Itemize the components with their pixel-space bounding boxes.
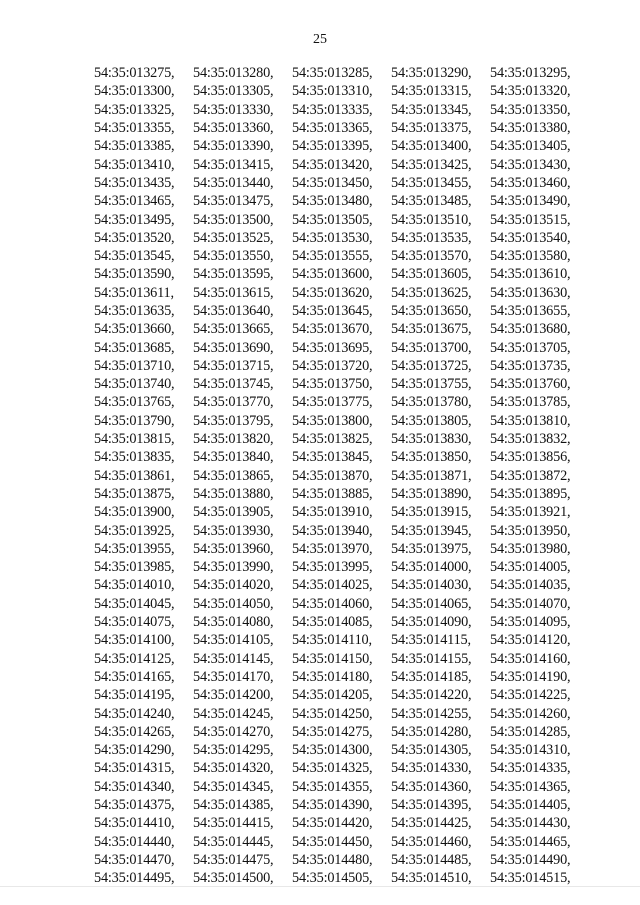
cadastral-number: 54:35:013480, [292, 193, 373, 210]
cadastral-number: 54:35:014440, [94, 833, 175, 850]
cadastral-number: 54:35:013805, [391, 412, 472, 429]
page-bottom-edge [0, 886, 640, 887]
cadastral-number: 54:35:013611, [94, 284, 174, 301]
cadastral-number: 54:35:013280, [193, 65, 274, 82]
cadastral-number: 54:35:013815, [94, 431, 175, 448]
cadastral-number: 54:35:014115, [391, 632, 471, 649]
list-row [94, 814, 594, 832]
list-row [94, 723, 594, 741]
cadastral-number: 54:35:014000, [391, 559, 472, 576]
cadastral-number: 54:35:014315, [94, 760, 175, 777]
cadastral-number: 54:35:014335, [490, 760, 571, 777]
list-row [94, 192, 594, 210]
cadastral-number: 54:35:014180, [292, 668, 373, 685]
list-row [94, 576, 594, 594]
cadastral-number: 54:35:014195, [94, 687, 175, 704]
cadastral-number: 54:35:014305, [391, 742, 472, 759]
cadastral-number: 54:35:013775, [292, 394, 373, 411]
cadastral-number: 54:35:013450, [292, 174, 373, 191]
list-row [94, 448, 594, 466]
cadastral-number: 54:35:014035, [490, 577, 571, 594]
cadastral-number: 54:35:013390, [193, 138, 274, 155]
cadastral-number: 54:35:013650, [391, 303, 472, 319]
cadastral-number: 54:35:013545, [94, 248, 175, 265]
list-row [94, 613, 594, 631]
cadastral-number: 54:35:013680, [490, 321, 571, 338]
cadastral-number: 54:35:013305, [193, 83, 274, 100]
list-row [94, 521, 594, 539]
cadastral-number: 54:35:013620, [292, 284, 373, 301]
cadastral-number: 54:35:014340, [94, 778, 175, 795]
cadastral-number: 54:35:014065, [391, 595, 472, 612]
cadastral-number: 54:35:014275, [292, 723, 373, 740]
cadastral-number: 54:35:014090, [391, 614, 472, 631]
list-row [94, 393, 594, 411]
cadastral-number: 54:35:013955, [94, 540, 175, 557]
cadastral-number: 54:35:013460, [490, 174, 571, 191]
cadastral-number: 54:35:014085, [292, 614, 373, 631]
cadastral-number: 54:35:013285, [292, 65, 373, 82]
cadastral-number: 54:35:014160, [490, 650, 571, 667]
cadastral-number: 54:35:013890, [391, 485, 472, 502]
cadastral-number: 54:35:013960, [193, 540, 274, 557]
cadastral-number: 54:35:014385, [193, 797, 274, 814]
cadastral-number: 54:35:014495, [94, 870, 175, 887]
list-row [94, 82, 594, 100]
cadastral-number: 54:35:013790, [94, 412, 175, 429]
cadastral-number: 54:35:013315, [391, 83, 472, 100]
list-row [94, 64, 594, 82]
cadastral-number: 54:35:013785, [490, 394, 571, 411]
list-row [94, 210, 594, 228]
cadastral-number: 54:35:013385, [94, 138, 175, 155]
cadastral-number: 54:35:013360, [193, 120, 274, 137]
cadastral-number: 54:35:013655, [490, 303, 571, 319]
cadastral-number: 54:35:013950, [490, 522, 571, 539]
cadastral-number: 54:35:013740, [94, 376, 175, 393]
list-row [94, 174, 594, 192]
cadastral-number: 54:35:013535, [391, 229, 472, 246]
cadastral-number: 54:35:013580, [490, 248, 571, 265]
cadastral-number: 54:35:013595, [193, 266, 274, 283]
list-row [94, 686, 594, 704]
cadastral-number: 54:35:014095, [490, 614, 571, 631]
list-row [94, 430, 594, 448]
list-row [94, 265, 594, 283]
cadastral-number: 54:35:013800, [292, 412, 373, 429]
cadastral-number: 54:35:013440, [193, 174, 274, 191]
cadastral-number: 54:35:014465, [490, 833, 571, 850]
list-row [94, 796, 594, 814]
cadastral-number: 54:35:014025, [292, 577, 373, 594]
cadastral-number: 54:35:013930, [193, 522, 274, 539]
cadastral-number: 54:35:013570, [391, 248, 472, 265]
cadastral-number: 54:35:014475, [193, 851, 274, 868]
cadastral-number: 54:35:013885, [292, 485, 373, 502]
cadastral-number: 54:35:014240, [94, 705, 175, 722]
cadastral-number: 54:35:013925, [94, 522, 175, 539]
cadastral-number: 54:35:013415, [193, 156, 274, 173]
cadastral-number: 54:35:014375, [94, 797, 175, 814]
list-row [94, 778, 594, 796]
cadastral-number: 54:35:014515, [490, 870, 571, 887]
list-row [94, 540, 594, 558]
cadastral-number: 54:35:014005, [490, 559, 571, 576]
cadastral-number: 54:35:014150, [292, 650, 373, 667]
cadastral-number: 54:35:013695, [292, 339, 373, 356]
list-row [94, 650, 594, 668]
cadastral-number: 54:35:013870, [292, 467, 373, 484]
cadastral-number: 54:35:013940, [292, 522, 373, 539]
cadastral-number: 54:35:013530, [292, 229, 373, 246]
list-row [94, 302, 594, 320]
cadastral-number: 54:35:014075, [94, 614, 175, 631]
cadastral-number: 54:35:013810, [490, 412, 571, 429]
cadastral-number: 54:35:014310, [490, 742, 571, 759]
cadastral-number: 54:35:013395, [292, 138, 373, 155]
cadastral-number: 54:35:014395, [391, 797, 472, 814]
cadastral-number: 54:35:013865, [193, 467, 274, 484]
cadastral-number: 54:35:013835, [94, 449, 175, 466]
cadastral-number: 54:35:013550, [193, 248, 274, 265]
cadastral-number: 54:35:014330, [391, 760, 472, 777]
cadastral-number: 54:35:014300, [292, 742, 373, 759]
cadastral-number: 54:35:014290, [94, 742, 175, 759]
cadastral-number: 54:35:013435, [94, 174, 175, 191]
cadastral-number: 54:35:013275, [94, 65, 175, 82]
list-row [94, 485, 594, 503]
cadastral-number: 54:35:013985, [94, 559, 175, 576]
cadastral-number: 54:35:014505, [292, 870, 373, 887]
cadastral-number: 54:35:013410, [94, 156, 175, 173]
list-row [94, 357, 594, 375]
cadastral-number: 54:35:013345, [391, 101, 472, 118]
cadastral-number: 54:35:014070, [490, 595, 571, 612]
cadastral-number: 54:35:013425, [391, 156, 472, 173]
cadastral-number: 54:35:014490, [490, 851, 571, 868]
cadastral-number: 54:35:013735, [490, 357, 571, 374]
cadastral-number: 54:35:014105, [193, 632, 274, 649]
cadastral-number: 54:35:013895, [490, 485, 571, 502]
list-row [94, 503, 594, 521]
cadastral-number-list [94, 64, 594, 887]
cadastral-number: 54:35:014325, [292, 760, 373, 777]
list-row [94, 704, 594, 722]
list-row [94, 832, 594, 850]
list-row [94, 759, 594, 777]
cadastral-number: 54:35:013525, [193, 229, 274, 246]
cadastral-number: 54:35:013780, [391, 394, 472, 411]
cadastral-number: 54:35:013980, [490, 540, 571, 557]
cadastral-number: 54:35:013600, [292, 266, 373, 283]
cadastral-number: 54:35:014020, [193, 577, 274, 594]
cadastral-number: 54:35:014110, [292, 632, 372, 649]
cadastral-number: 54:35:013975, [391, 540, 472, 557]
cadastral-number: 54:35:014355, [292, 778, 373, 795]
list-row [94, 247, 594, 265]
page-number: 25 [313, 32, 327, 47]
cadastral-number: 54:35:013685, [94, 339, 175, 356]
cadastral-number: 54:35:013660, [94, 321, 175, 338]
cadastral-number: 54:35:014285, [490, 723, 571, 740]
cadastral-number: 54:35:014265, [94, 723, 175, 740]
list-row [94, 284, 594, 302]
cadastral-number: 54:35:013350, [490, 101, 571, 118]
cadastral-number: 54:35:014190, [490, 668, 571, 685]
cadastral-number: 54:35:014260, [490, 705, 571, 722]
cadastral-number: 54:35:014425, [391, 815, 472, 832]
cadastral-number: 54:35:013725, [391, 357, 472, 374]
cadastral-number: 54:35:013555, [292, 248, 373, 265]
list-row [94, 741, 594, 759]
cadastral-number: 54:35:013310, [292, 83, 373, 100]
cadastral-number: 54:35:013700, [391, 339, 472, 356]
cadastral-number: 54:35:013665, [193, 321, 274, 338]
list-row [94, 320, 594, 338]
cadastral-number: 54:35:013355, [94, 120, 175, 137]
cadastral-number: 54:35:013300, [94, 83, 175, 100]
cadastral-number: 54:35:014345, [193, 778, 274, 795]
cadastral-number: 54:35:014405, [490, 797, 571, 814]
list-row [94, 137, 594, 155]
cadastral-number: 54:35:013832, [490, 431, 571, 448]
cadastral-number: 54:35:013861, [94, 467, 175, 484]
cadastral-number: 54:35:013745, [193, 376, 274, 393]
cadastral-number: 54:35:013755, [391, 376, 472, 393]
cadastral-number: 54:35:013510, [391, 211, 472, 228]
list-row [94, 101, 594, 119]
cadastral-number: 54:35:014125, [94, 650, 175, 667]
cadastral-number: 54:35:013705, [490, 339, 571, 356]
cadastral-number: 54:35:014445, [193, 833, 274, 850]
cadastral-number: 54:35:014250, [292, 705, 373, 722]
cadastral-number: 54:35:013380, [490, 120, 571, 137]
cadastral-number: 54:35:014145, [193, 650, 274, 667]
cadastral-number: 54:35:013915, [391, 504, 472, 521]
cadastral-number: 54:35:014045, [94, 595, 175, 612]
cadastral-number: 54:35:013710, [94, 357, 175, 374]
cadastral-number: 54:35:013430, [490, 156, 571, 173]
cadastral-number: 54:35:013615, [193, 284, 274, 301]
cadastral-number: 54:35:014010, [94, 577, 175, 594]
cadastral-number: 54:35:013880, [193, 485, 274, 502]
cadastral-number: 54:35:013850, [391, 449, 472, 466]
list-row [94, 375, 594, 393]
cadastral-number: 54:35:014365, [490, 778, 571, 795]
cadastral-number: 54:35:014470, [94, 851, 175, 868]
cadastral-number: 54:35:013605, [391, 266, 472, 283]
cadastral-number: 54:35:013645, [292, 303, 373, 319]
cadastral-number: 54:35:013690, [193, 339, 274, 356]
cadastral-number: 54:35:013900, [94, 504, 175, 521]
cadastral-number: 54:35:014100, [94, 632, 175, 649]
cadastral-number: 54:35:013830, [391, 431, 472, 448]
cadastral-number: 54:35:013670, [292, 321, 373, 338]
cadastral-number: 54:35:013335, [292, 101, 373, 118]
cadastral-number: 54:35:013375, [391, 120, 472, 137]
cadastral-number: 54:35:014295, [193, 742, 274, 759]
list-row [94, 412, 594, 430]
list-row [94, 869, 594, 887]
cadastral-number: 54:35:014415, [193, 815, 274, 832]
cadastral-number: 54:35:013795, [193, 412, 274, 429]
cadastral-number: 54:35:013505, [292, 211, 373, 228]
list-row [94, 155, 594, 173]
cadastral-number: 54:35:013295, [490, 65, 571, 82]
cadastral-number: 54:35:014220, [391, 687, 472, 704]
list-row [94, 229, 594, 247]
cadastral-number: 54:35:013400, [391, 138, 472, 155]
cadastral-number: 54:35:014030, [391, 577, 472, 594]
cadastral-number: 54:35:013490, [490, 193, 571, 210]
cadastral-number: 54:35:013856, [490, 449, 571, 466]
cadastral-number: 54:35:014485, [391, 851, 472, 868]
cadastral-number: 54:35:013495, [94, 211, 175, 228]
cadastral-number: 54:35:013875, [94, 485, 175, 502]
cadastral-number: 54:35:013770, [193, 394, 274, 411]
cadastral-number: 54:35:014280, [391, 723, 472, 740]
cadastral-number: 54:35:013540, [490, 229, 571, 246]
cadastral-number: 54:35:014450, [292, 833, 373, 850]
list-row [94, 668, 594, 686]
cadastral-number: 54:35:013405, [490, 138, 571, 155]
cadastral-number: 54:35:013675, [391, 321, 472, 338]
cadastral-number: 54:35:013845, [292, 449, 373, 466]
cadastral-number: 54:35:013990, [193, 559, 274, 576]
cadastral-number: 54:35:014200, [193, 687, 274, 704]
cadastral-number: 54:35:013625, [391, 284, 472, 301]
cadastral-number: 54:35:014080, [193, 614, 274, 631]
cadastral-number: 54:35:014205, [292, 687, 373, 704]
cadastral-number: 54:35:014170, [193, 668, 274, 685]
cadastral-number: 54:35:013715, [193, 357, 274, 374]
cadastral-number: 54:35:014360, [391, 778, 472, 795]
cadastral-number: 54:35:013485, [391, 193, 472, 210]
cadastral-number: 54:35:013640, [193, 303, 274, 319]
cadastral-number: 54:35:014320, [193, 760, 274, 777]
cadastral-number: 54:35:013325, [94, 101, 175, 118]
cadastral-number: 54:35:013520, [94, 229, 175, 246]
cadastral-number: 54:35:014165, [94, 668, 175, 685]
cadastral-number: 54:35:013455, [391, 174, 472, 191]
cadastral-number: 54:35:013921, [490, 504, 571, 521]
cadastral-number: 54:35:013910, [292, 504, 373, 521]
cadastral-number: 54:35:014480, [292, 851, 373, 868]
list-row [94, 851, 594, 869]
cadastral-number: 54:35:014270, [193, 723, 274, 740]
cadastral-number: 54:35:013320, [490, 83, 571, 100]
cadastral-number: 54:35:013365, [292, 120, 373, 137]
cadastral-number: 54:35:013630, [490, 284, 571, 301]
cadastral-number: 54:35:014120, [490, 632, 571, 649]
cadastral-number: 54:35:013970, [292, 540, 373, 557]
cadastral-number: 54:35:013420, [292, 156, 373, 173]
cadastral-number: 54:35:013765, [94, 394, 175, 411]
cadastral-number: 54:35:013290, [391, 65, 472, 82]
cadastral-number: 54:35:014185, [391, 668, 472, 685]
cadastral-number: 54:35:014390, [292, 797, 373, 814]
cadastral-number: 54:35:014510, [391, 870, 472, 887]
cadastral-number: 54:35:013590, [94, 266, 175, 283]
cadastral-number: 54:35:013635, [94, 303, 175, 319]
cadastral-number: 54:35:013500, [193, 211, 274, 228]
list-row [94, 595, 594, 613]
cadastral-number: 54:35:013840, [193, 449, 274, 466]
cadastral-number: 54:35:013515, [490, 211, 571, 228]
list-row [94, 631, 594, 649]
cadastral-number: 54:35:013720, [292, 357, 373, 374]
cadastral-number: 54:35:013760, [490, 376, 571, 393]
cadastral-number: 54:35:014460, [391, 833, 472, 850]
cadastral-number: 54:35:014225, [490, 687, 571, 704]
cadastral-number: 54:35:014420, [292, 815, 373, 832]
cadastral-number: 54:35:013871, [391, 467, 472, 484]
cadastral-number: 54:35:014050, [193, 595, 274, 612]
cadastral-number: 54:35:013825, [292, 431, 373, 448]
cadastral-number: 54:35:014500, [193, 870, 274, 887]
cadastral-number: 54:35:014060, [292, 595, 373, 612]
list-row [94, 467, 594, 485]
cadastral-number: 54:35:013995, [292, 559, 373, 576]
list-row [94, 119, 594, 137]
cadastral-number: 54:35:013475, [193, 193, 274, 210]
cadastral-number: 54:35:014410, [94, 815, 175, 832]
cadastral-number: 54:35:014245, [193, 705, 274, 722]
cadastral-number: 54:35:013872, [490, 467, 571, 484]
cadastral-number: 54:35:013330, [193, 101, 274, 118]
list-row [94, 338, 594, 356]
cadastral-number: 54:35:013945, [391, 522, 472, 539]
cadastral-number: 54:35:014255, [391, 705, 472, 722]
cadastral-number: 54:35:013820, [193, 431, 274, 448]
cadastral-number: 54:35:014155, [391, 650, 472, 667]
cadastral-number: 54:35:013465, [94, 193, 175, 210]
cadastral-number: 54:35:013750, [292, 376, 373, 393]
cadastral-number: 54:35:014430, [490, 815, 571, 832]
list-row [94, 558, 594, 576]
cadastral-number: 54:35:013610, [490, 266, 571, 283]
cadastral-number: 54:35:013905, [193, 504, 274, 521]
